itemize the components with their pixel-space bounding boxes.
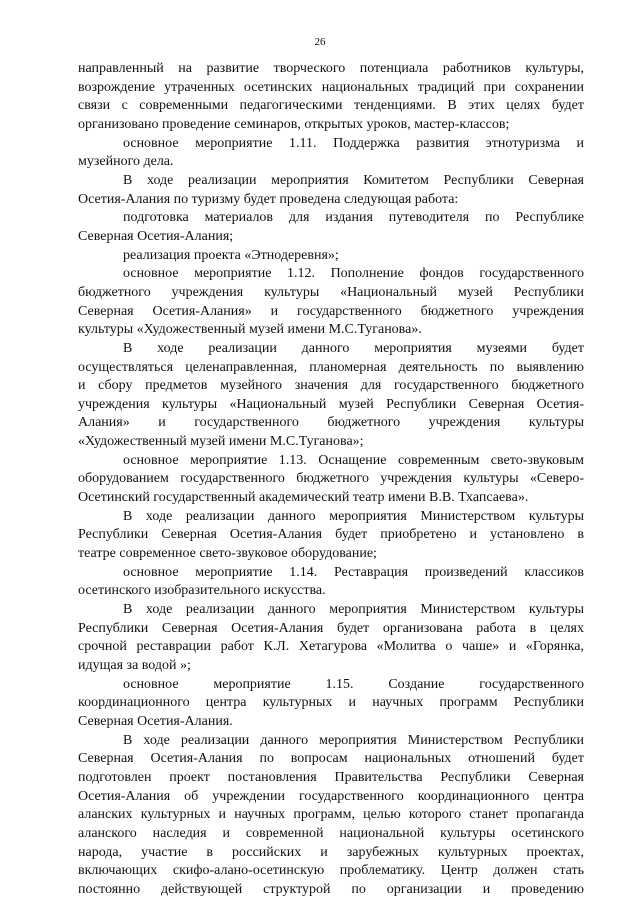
text-line: осуществляться целенаправленная, планомерная деятельность по выявлению (78, 359, 584, 375)
text-line: Северная Осетия-Алания» и государственного бюджетного учреждения (78, 303, 584, 319)
text-line: осетинского изобразительного искусства. (78, 583, 326, 599)
text-line: основное мероприятие 1.13. Оснащение современным свето-звуковым (123, 452, 584, 468)
text-line: реализация проекта «Этнодеревня»; (123, 247, 339, 263)
text-line: подготовка материалов для издания путеводителя по Республике (123, 210, 584, 226)
text-line: подготовлен проект постановления Правительства Республики Северная (78, 769, 584, 785)
text-line: идущая за водой »; (78, 658, 191, 673)
text-line: В ходе реализации данного мероприятия музеями будет (123, 340, 584, 356)
text-line: Осетия-Алания об учреждении государственного координационного центра (78, 788, 584, 804)
text-line: бюджетного учреждения культуры «Национальный музей Республики (78, 284, 584, 300)
text-line: направленный на развитие творческого потенциала работников культуры, (78, 61, 584, 76)
text-line: основное мероприятие 1.12. Пополнение фондов государственного (123, 266, 584, 282)
text-line: народа, участие в российских и зарубежных культурных проектах, (78, 844, 584, 860)
text-line: музейного дела. (78, 154, 174, 170)
text-line: аланского наследия и современной национальной культуры осетинского (78, 825, 584, 841)
text-line: аланских культурных и научных программ, целью которого станет пропаганда (78, 807, 584, 823)
text-line: учреждения культуры «Национальный музей Республики Северная Осетия- (78, 396, 584, 412)
text-line: В ходе реализации данного мероприятия Министерством культуры (123, 602, 584, 618)
text-line: оборудованием государственного бюджетного учреждения культуры «Северо- (78, 471, 584, 487)
text-line: Осетинский государственный академический театр имени В.В. Тхапсаева». (78, 490, 529, 506)
text-line: театре современное свето-звуковое оборудование; (78, 546, 377, 562)
text-line: Северная Осетия-Алания по вопросам национальных отношений будет (78, 751, 584, 767)
text-line: организовано проведение семинаров, открытых уроков, мастер-классов; (78, 116, 510, 132)
text-line: «Художественный музей имени М.С.Туганова»; (78, 434, 364, 450)
text-line: включающих скифо-алано-осетинскую проблематику. Центр должен стать (78, 863, 584, 879)
text-line: В ходе реализации данного мероприятия Министерством Республики (123, 732, 584, 748)
text-line: Республики Северная Осетия-Алания будет приобретено и установлено в (78, 527, 584, 543)
text-line: постоянно действующей структурой по организации и проведению (78, 881, 584, 897)
text-line: основное мероприятие 1.11. Поддержка развития этнотуризма и (123, 135, 584, 151)
text-line: Северная Осетия-Алания. (78, 713, 233, 729)
page-number: 26 (314, 36, 326, 48)
text-line: Северная Осетия-Алания; (78, 228, 234, 244)
text-line: возрождение утраченных осетинских национальных традиций при сохранении (78, 79, 584, 95)
text-line: связи с современными педагогическими тенденциями. В этих целях будет (78, 98, 584, 114)
text-line: основное мероприятие 1.14. Реставрация произведений классиков (123, 564, 584, 580)
text-line: Республики Северная Осетия-Алания будет организована работа в целях (78, 620, 584, 636)
text-line: и сбору предметов музейного значения для государственного бюджетного (78, 378, 584, 394)
text-line: Алания» и государственного бюджетного учреждения культуры (78, 415, 584, 431)
text-line: координационного центра культурных и научных программ Республики (78, 695, 584, 711)
text-line: Осетия-Алания по туризму будет проведена следующая работа: (78, 191, 459, 207)
text-line: основное мероприятие 1.15. Создание государственного (123, 676, 584, 692)
text-line: В ходе реализации мероприятия Комитетом Республики Северная (123, 172, 584, 188)
document-body (78, 60, 584, 900)
text-line: В ходе реализации данного мероприятия Министерством культуры (123, 508, 584, 524)
text-line: срочной реставрации работ К.Л. Хетагурова «Молитва о чаше» и «Горянка, (78, 639, 584, 655)
text-line: культуры «Художественный музей имени М.С.Туганова». (78, 322, 422, 338)
